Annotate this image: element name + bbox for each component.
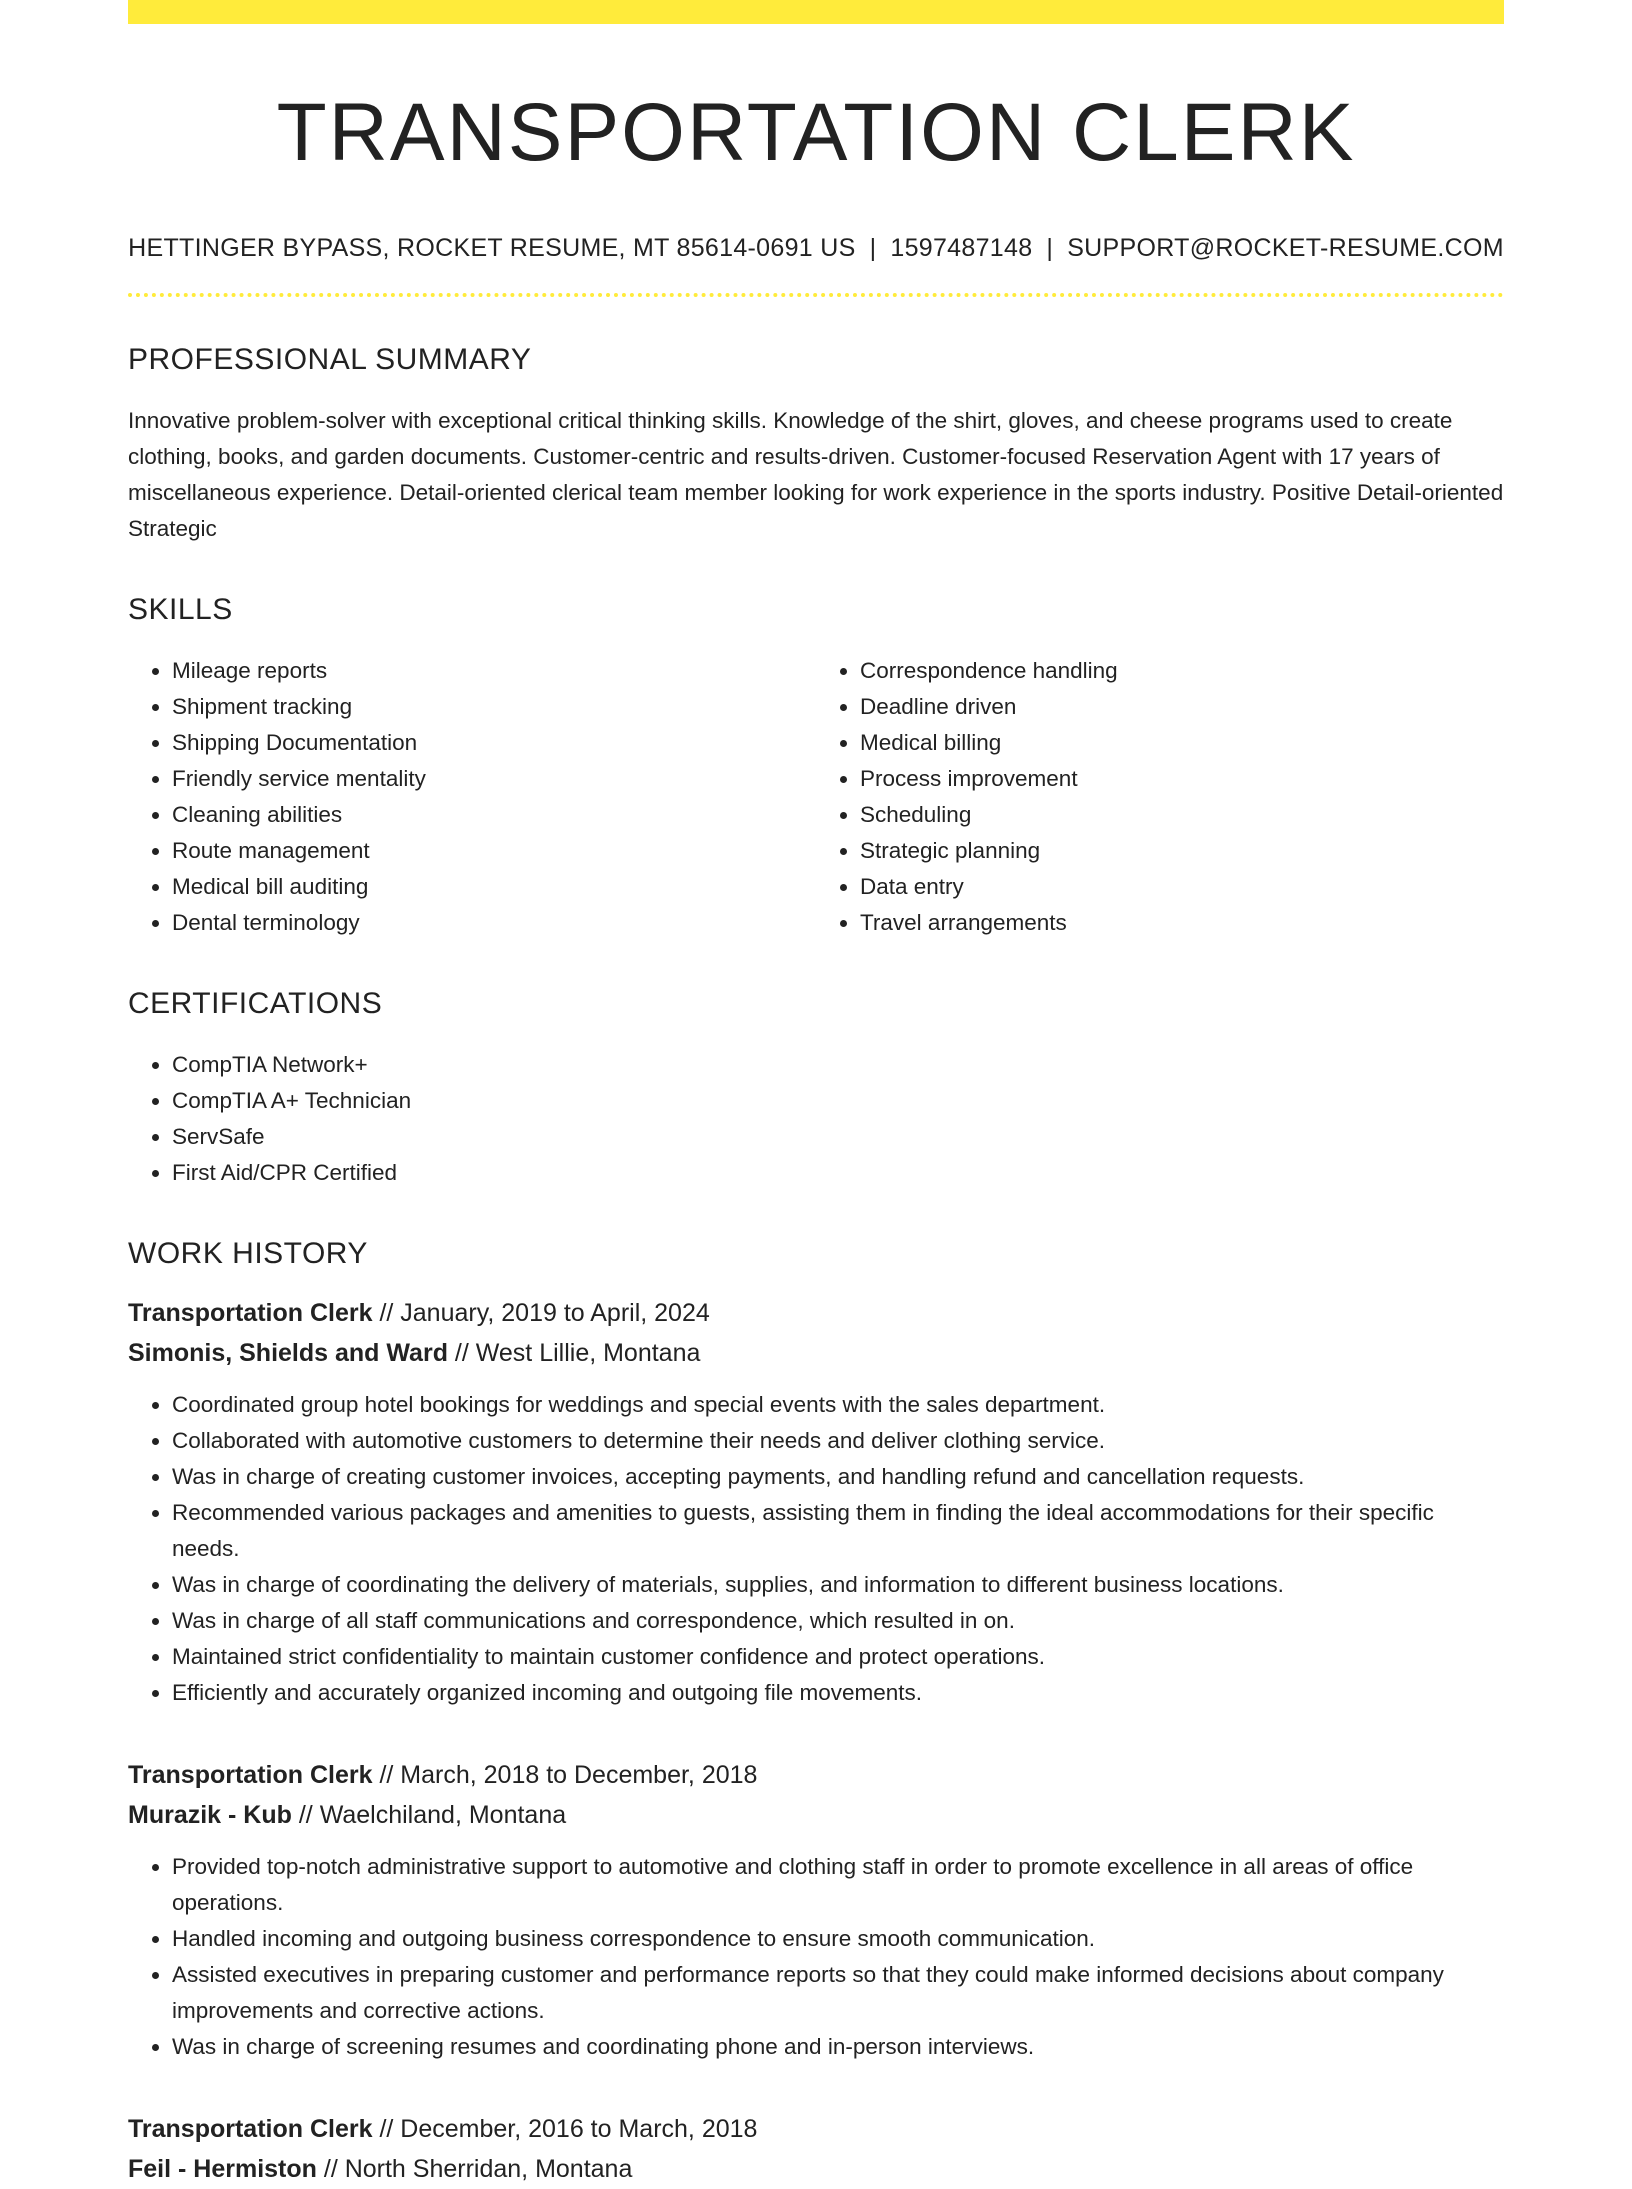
list-item: • Process improvement xyxy=(860,761,1504,797)
job-bullets xyxy=(128,1387,1504,1711)
list-item: • Data entry xyxy=(860,869,1504,905)
job-title: Transportation Clerk xyxy=(128,1761,373,1790)
skills-section xyxy=(128,593,1504,941)
list-item: • Shipment tracking xyxy=(172,689,816,725)
list-item: • Was in charge of screening resumes and coordinating phone and in-person interviews. xyxy=(172,2029,1504,2065)
list-item: • Was in charge of creating customer invoices, accepting payments, and handling refund and cancellation requests. xyxy=(172,1459,1504,1495)
list-item: • Efficiently and accurately organized incoming and outgoing file movements. xyxy=(172,1675,1504,1711)
list-item: • Recommended various packages and amenities to guests, assisting them in finding the ideal accommodations for their specific needs. xyxy=(172,1495,1504,1567)
list-item: • Medical bill auditing xyxy=(172,869,816,905)
contact-address: HETTINGER BYPASS, ROCKET RESUME, MT 85614-0691 US xyxy=(128,234,856,263)
list-item: • Dental terminology xyxy=(172,905,816,941)
list-item: • Mileage reports xyxy=(172,653,816,689)
job-location: // Waelchiland, Montana xyxy=(291,1801,567,1830)
certifications-heading: CERTIFICATIONS xyxy=(128,987,383,1021)
job-company: Murazik - Kub xyxy=(128,1801,292,1830)
contact-separator: | xyxy=(869,234,877,263)
list-item: • Assisted executives in preparing customer and performance reports so that they could make informed decisions about company improvements and corrective actions. xyxy=(172,1957,1504,2029)
job-company: Simonis, Shields and Ward xyxy=(128,1339,448,1368)
job-location: // North Sherridan, Montana xyxy=(316,2155,633,2184)
summary-text: Innovative problem-solver with exceptional critical thinking skills. Knowledge of the shirt, gloves, and cheese programs used to create clothing, books, and garden documents. Customer-centric and results-driven. Customer-focused Reservation Agent with 17 years of miscellaneous experience. Detail-oriented clerical team member looking for work experience in the sports industry. Positive Detail-oriented Strategic xyxy=(128,408,1504,542)
skills-columns xyxy=(128,653,1504,941)
job-company-line xyxy=(128,1795,1504,1835)
accent-top-bar xyxy=(128,0,1504,24)
list-item: • First Aid/CPR Certified xyxy=(172,1155,1504,1191)
list-item: • Travel arrangements xyxy=(860,905,1504,941)
list-item: • Coordinated group hotel bookings for weddings and special events with the sales department. xyxy=(172,1387,1504,1423)
job-title-line xyxy=(128,1755,1504,1795)
list-item: • Route management xyxy=(172,833,816,869)
skills-heading: SKILLS xyxy=(128,593,233,627)
list-item: • Scheduling xyxy=(860,797,1504,833)
contact-line xyxy=(128,234,1504,263)
list-item: • Provided top-notch administrative support to automotive and clothing staff in order to promote excellence in all areas of office operations. xyxy=(172,1849,1504,1921)
resume-page xyxy=(128,0,1504,2189)
job-company-line xyxy=(128,1333,1504,1373)
job-title: Transportation Clerk xyxy=(128,2115,373,2144)
dotted-divider xyxy=(128,293,1504,297)
job-dates: // January, 2019 to April, 2024 xyxy=(372,1299,710,1328)
contact-separator: | xyxy=(1046,234,1054,263)
summary-heading: PROFESSIONAL SUMMARY xyxy=(128,343,532,377)
list-item: • Deadline driven xyxy=(860,689,1504,725)
job-bullets xyxy=(128,1849,1504,2065)
list-item: • Correspondence handling xyxy=(860,653,1504,689)
list-item: • Friendly service mentality xyxy=(172,761,816,797)
job-title-line xyxy=(128,2109,1504,2149)
list-item: • Shipping Documentation xyxy=(172,725,816,761)
certifications-section xyxy=(128,987,1504,1191)
job-company-line xyxy=(128,2149,1504,2189)
job-entry xyxy=(128,1755,1504,2065)
skills-list-left xyxy=(128,653,816,941)
job-company: Feil - Hermiston xyxy=(128,2155,317,2184)
work-history-section xyxy=(128,1237,1504,2189)
list-item: • Medical billing xyxy=(860,725,1504,761)
list-item: • ServSafe xyxy=(172,1119,1504,1155)
job-title: Transportation Clerk xyxy=(128,1299,373,1328)
job-entry xyxy=(128,1293,1504,1711)
list-item: • CompTIA A+ Technician xyxy=(172,1083,1504,1119)
job-location: // West Lillie, Montana xyxy=(447,1339,701,1368)
skills-list-right xyxy=(816,653,1504,941)
list-item: • Handled incoming and outgoing business correspondence to ensure smooth communication. xyxy=(172,1921,1504,1957)
page-title: TRANSPORTATION CLERK xyxy=(276,87,1356,178)
certifications-list xyxy=(128,1047,1504,1191)
list-item: • Was in charge of coordinating the delivery of materials, supplies, and information to different business locations. xyxy=(172,1567,1504,1603)
summary-section xyxy=(128,343,1504,547)
contact-phone: 1597487148 xyxy=(890,234,1033,263)
list-item: • CompTIA Network+ xyxy=(172,1047,1504,1083)
list-item: • Maintained strict confidentiality to maintain customer confidence and protect operations. xyxy=(172,1639,1504,1675)
contact-email: SUPPORT@ROCKET-RESUME.COM xyxy=(1067,234,1504,263)
job-title-line xyxy=(128,1293,1504,1333)
list-item: • Cleaning abilities xyxy=(172,797,816,833)
job-dates: // December, 2016 to March, 2018 xyxy=(372,2115,758,2144)
list-item: • Was in charge of all staff communications and correspondence, which resulted in on. xyxy=(172,1603,1504,1639)
list-item: • Strategic planning xyxy=(860,833,1504,869)
work-history-heading: WORK HISTORY xyxy=(128,1237,368,1271)
job-entry xyxy=(128,2109,1504,2189)
jobs-list xyxy=(128,1293,1504,2189)
list-item: • Collaborated with automotive customers to determine their needs and deliver clothing service. xyxy=(172,1423,1504,1459)
job-dates: // March, 2018 to December, 2018 xyxy=(372,1761,758,1790)
